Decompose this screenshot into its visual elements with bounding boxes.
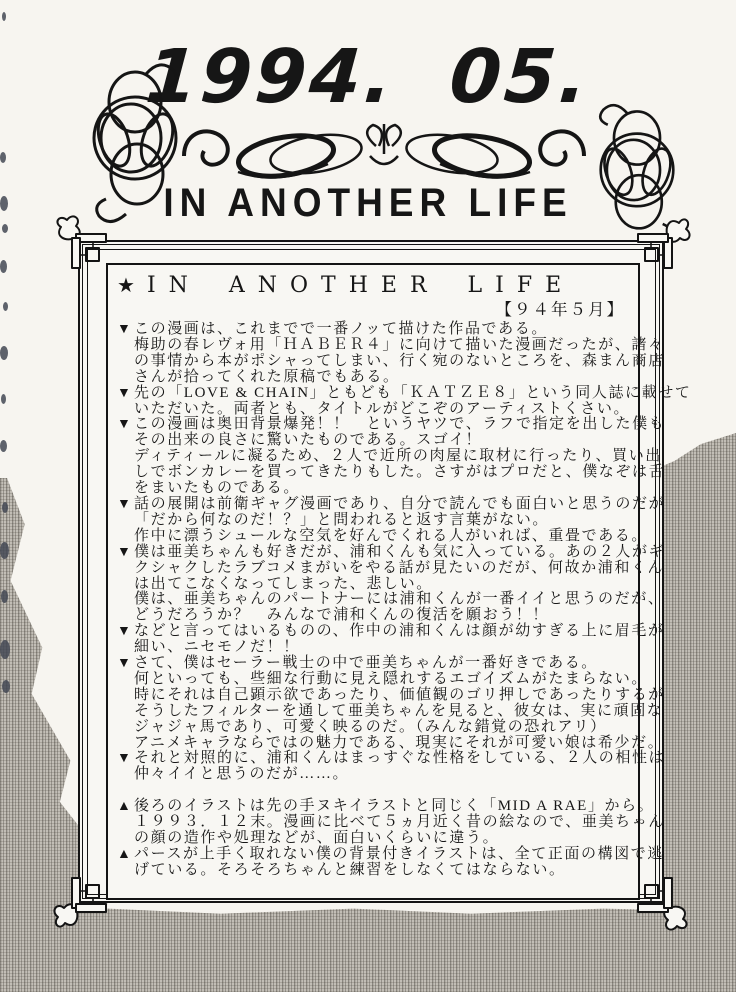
line-text: の顔の造作や処理などが、面白いくらいに違う。 <box>134 829 500 846</box>
line-text: 僕は亜美ちゃんも好きだが、浦和くんも気に入っている。あの２人がギ <box>134 543 666 560</box>
list-marker <box>117 402 134 418</box>
text-line <box>117 608 629 624</box>
text-line <box>117 783 629 799</box>
line-text: 作中に漂うシュールな空気を好んでくれる人がいれば、重畳である。 <box>134 527 649 544</box>
line-text: それと対照的に、浦和くんはまっすぐな性格をしている、２人の相性は <box>134 750 666 767</box>
list-marker: ▼ <box>117 544 133 560</box>
line-text: 時にそれは自己顕示欲であったり、価値観のゴリ押しであったりするが <box>134 686 665 703</box>
line-text: 後ろのイラストは先の手ヌキイラストと同じく「MID A RAE」から。 <box>134 798 655 815</box>
scan-edge-mark <box>0 542 9 559</box>
list-marker <box>117 577 134 593</box>
line-text: ジャジャ馬であり、可愛く映るのだ。（みんな錯覚の恐れアリ） <box>134 718 607 735</box>
scan-edge-mark <box>0 260 7 273</box>
list-marker <box>117 704 134 720</box>
text-line <box>117 322 629 338</box>
list-marker <box>117 815 134 831</box>
text-line <box>117 845 665 863</box>
line-text: 仲々イイと思うのだが……。 <box>134 766 350 783</box>
line-text: の事情から本がポシャってしまい、行く宛のないところを、森まん商店 <box>134 352 665 369</box>
list-marker <box>117 592 134 608</box>
commentary-panel <box>106 263 692 900</box>
line-text: さて、僕はセーラー戦士の中で亜美ちゃんが一番好きである。 <box>134 655 598 672</box>
list-marker <box>117 465 134 481</box>
line-text: 「だから何なのだ！？」と問われると返す言葉がない。 <box>134 511 550 528</box>
line-text: そうしたフィルターを通して亜美ちゃんを見ると、彼女は、実に頑固な <box>134 702 664 719</box>
text-line <box>117 656 629 672</box>
line-text: いただいた。両者とも、タイトルがどこぞのアーティストくさい。 <box>134 400 631 417</box>
page-title: IN ANOTHER LIFE <box>163 180 573 225</box>
list-marker <box>117 513 134 529</box>
scan-edge-mark <box>3 302 8 311</box>
list-marker: ▲ <box>117 799 133 815</box>
list-marker <box>117 831 134 847</box>
scan-edge-mark <box>0 640 10 659</box>
line-text: 梅助の春レヴォ用「ＨＡＢＥＲ４」に向けて描いた漫画だったが、諸々 <box>134 336 665 353</box>
list-marker <box>117 783 134 799</box>
list-marker: ▼ <box>117 417 133 433</box>
scan-edge-mark <box>0 440 7 452</box>
line-text: は出てこなくなってしまった、悲しい。 <box>134 575 433 592</box>
corner-knot-bottom-right-icon <box>636 876 694 934</box>
text-line <box>117 670 649 688</box>
list-marker <box>117 370 134 386</box>
line-text: クシャクしたラブコメまがいをやる話が見たいのだが、何故か浦和くん <box>134 559 665 576</box>
panel-title <box>117 272 629 299</box>
scan-edge-mark <box>2 12 6 21</box>
text-line <box>117 448 662 465</box>
scan-edge-mark <box>1 394 6 404</box>
list-marker <box>117 736 134 752</box>
list-marker <box>117 720 134 736</box>
list-marker <box>117 863 134 879</box>
text-line <box>117 623 665 640</box>
scan-edge-mark <box>0 152 6 163</box>
text-line <box>117 686 665 704</box>
line-text: その出来の良さに驚いたものである。スゴイ！ <box>134 432 483 449</box>
text-line <box>117 464 666 481</box>
list-marker <box>117 672 134 688</box>
list-marker <box>117 529 134 545</box>
list-marker <box>117 338 134 354</box>
background-texture-bottom <box>0 906 736 992</box>
scan-edge-mark <box>2 680 10 693</box>
line-text: 話の展開は前衛ギャグ漫画であり、自分で読んでも面白いと思うのだが <box>134 495 666 512</box>
line-text: 先の「LOVE & CHAIN」ともども「ＫＡＴＺＥ８」という同人誌に載せて <box>134 384 692 401</box>
corner-knot-top-left-icon <box>50 212 108 270</box>
scan-edge-mark <box>0 346 8 360</box>
list-marker: ▼ <box>117 656 133 672</box>
list-marker <box>117 449 134 465</box>
text-line <box>117 527 649 545</box>
star-icon: ★ <box>117 273 135 297</box>
line-text: しでボンカレーを買ってきたりもした。さすがはプロだと、僕なぞは舌 <box>134 464 666 481</box>
line-text: さんが拾ってくれた原稿でもある。 <box>134 368 400 385</box>
line-text: 細い、ニセモノだ！！ <box>134 639 300 656</box>
line-text: この漫画は、これまでで一番ノッて描けた作品である。 <box>134 321 548 337</box>
text-line <box>117 831 629 847</box>
text-line <box>117 640 629 656</box>
list-marker: ▼ <box>117 624 133 640</box>
corner-knot-bottom-left-icon <box>50 876 108 934</box>
line-text: どうだろうか？ みんなで浦和くんの復活を願おう！！ <box>134 607 550 624</box>
text-line <box>117 416 666 433</box>
line-text: げている。そろそろちゃんと練習をしなくてはならない。 <box>134 861 566 878</box>
panel-date-label: 【９４年５月】 <box>495 300 625 319</box>
text-line <box>117 750 666 767</box>
panel-title-text: IN ANOTHER LIFE <box>146 273 575 298</box>
text-line <box>117 720 629 736</box>
list-marker: ▼ <box>117 751 133 767</box>
line-text: をまいたものである。 <box>134 480 301 497</box>
text-line <box>117 370 629 386</box>
text-line <box>117 559 665 577</box>
text-line <box>117 591 665 608</box>
list-marker <box>117 561 134 577</box>
list-marker: ▼ <box>117 496 133 512</box>
scan-edge-mark <box>2 502 8 513</box>
line-text: 何といっても、些細な行動に見え隠れするエゴイズムがたまらない。 <box>134 670 649 687</box>
page-date-heading: 1994. 05. <box>143 34 593 120</box>
list-marker: ▼ <box>117 322 133 337</box>
line-text: １９９３．１２末。漫画に比べて５ヵ月近く昔の絵なので、亜美ちゃん <box>134 814 665 831</box>
text-line <box>117 767 629 783</box>
panel-lines <box>117 321 692 879</box>
list-marker <box>117 640 134 656</box>
list-marker <box>117 354 134 370</box>
list-marker: ▼ <box>117 385 133 401</box>
text-line <box>117 481 629 497</box>
list-marker <box>117 433 134 449</box>
line-text: 僕は、亜美ちゃんのパートナーには浦和くんが一番イイと思うのだが、 <box>134 591 665 608</box>
line-text: パースが上手く取れない僕の背景付きイラストは、全て正面の構図で逃 <box>134 845 665 862</box>
list-marker <box>117 688 134 704</box>
scan-edge-mark <box>1 590 8 603</box>
text-line <box>117 336 665 354</box>
line-text: この漫画は奥田背景爆発！！ というヤツで、ラフで指定を出した僕も <box>134 416 666 433</box>
line-text: アニメキャラならではの魅力である、現実にそれが可愛い娘は希少だ。 <box>134 734 665 751</box>
line-text: などと言ってはいるものの、作中の浦和くんは顔が幼すぎる上に眉毛が <box>134 623 665 640</box>
text-line <box>117 384 692 402</box>
text-line <box>117 433 629 449</box>
list-marker: ▲ <box>117 846 133 862</box>
text-line <box>117 798 655 815</box>
text-line <box>117 495 666 513</box>
text-line <box>117 543 666 561</box>
calligraphic-divider-icon <box>178 114 590 186</box>
list-marker <box>117 608 134 624</box>
text-line <box>117 513 629 529</box>
list-marker <box>117 481 134 497</box>
list-marker <box>117 767 134 783</box>
text-line <box>117 702 664 720</box>
text-line <box>117 863 629 879</box>
text-line <box>117 352 665 370</box>
line-text: ディティールに凝るため、２人で近所の肉屋に取材に行ったり、買い出 <box>134 448 662 465</box>
text-line <box>117 814 665 831</box>
corner-knot-top-right-icon <box>636 212 694 270</box>
